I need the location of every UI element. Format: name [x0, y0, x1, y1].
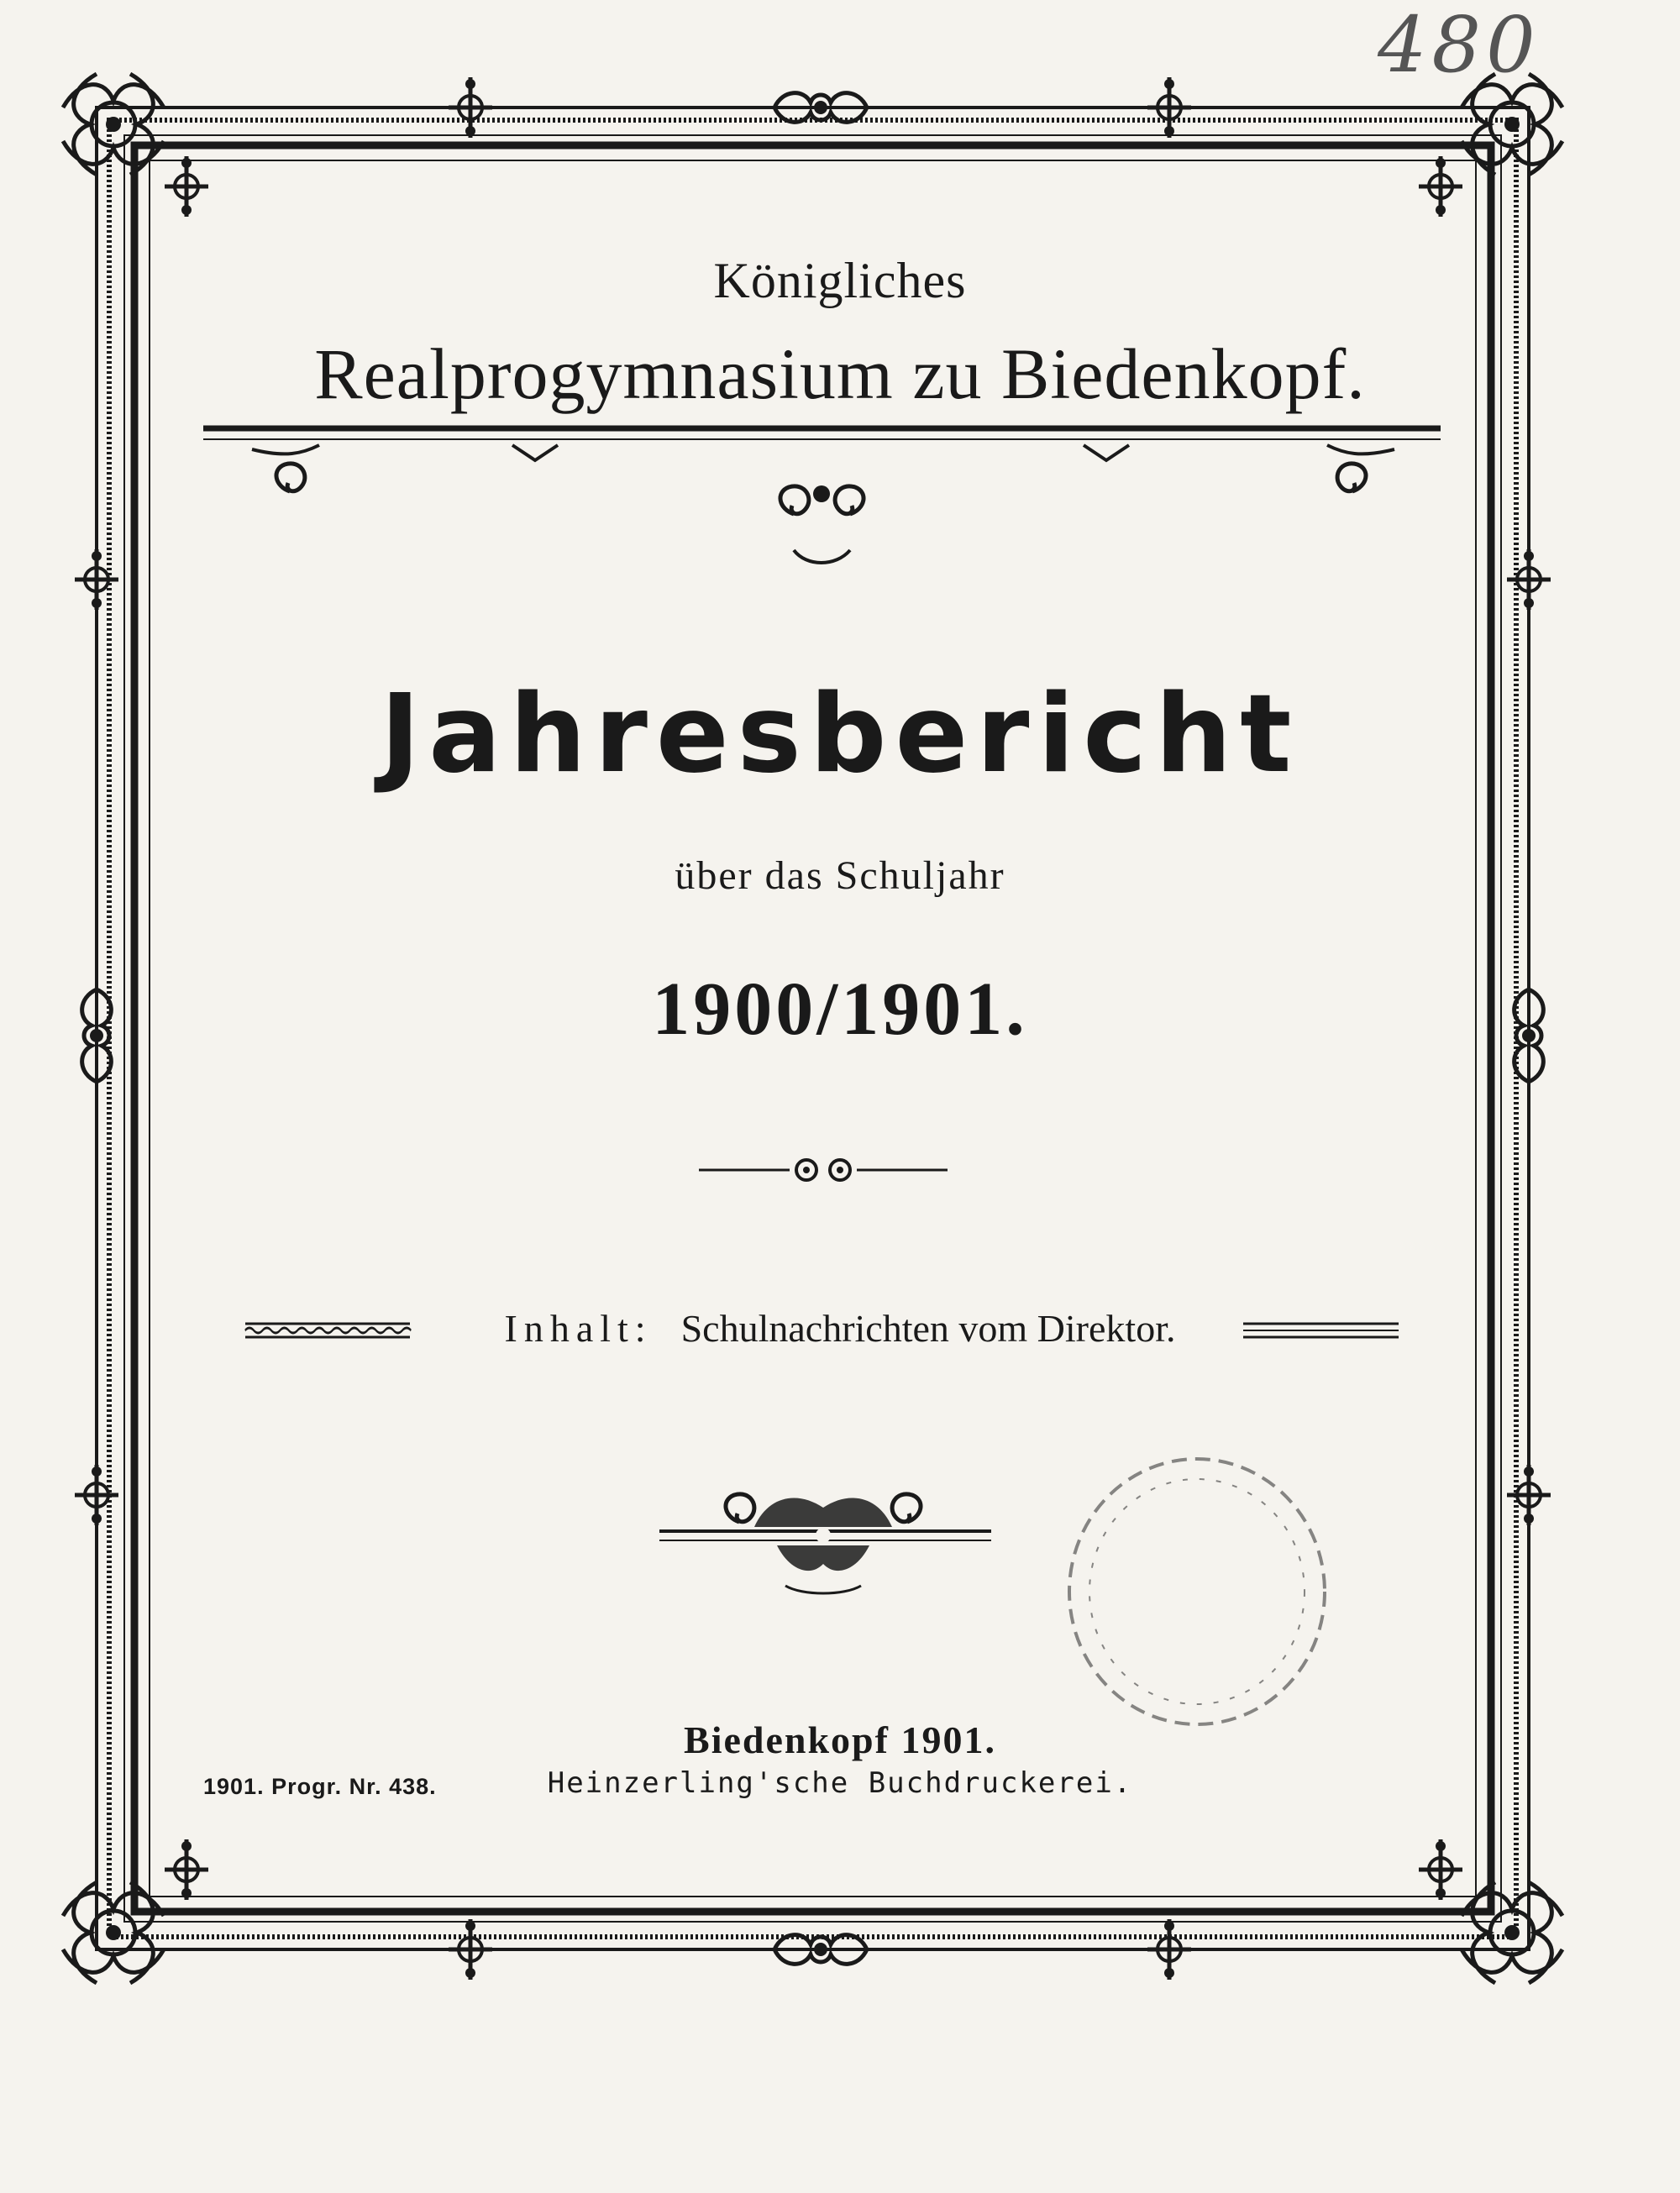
school-name: Realprogymnasium zu Biedenkopf.	[314, 333, 1366, 414]
contents-line	[0, 1306, 1680, 1351]
page-title: Jahresbericht	[380, 672, 1300, 797]
header-koeniglich: Königliches	[713, 253, 967, 308]
school-year: 1900/1901.	[652, 968, 1028, 1051]
subtitle: über das Schuljahr	[675, 853, 1005, 898]
handwritten-note: 480	[1378, 0, 1541, 90]
imprint-printer: Heinzerling'sche Buchdruckerei.	[547, 1766, 1133, 1800]
corner-ornament-icon	[63, 1882, 164, 1983]
contents-text: Schulnachrichten vom Direktor.	[680, 1307, 1176, 1350]
catalog-note: 1901. Progr. Nr. 438.	[203, 1774, 437, 1799]
imprint-place-year: Biedenkopf 1901.	[684, 1718, 996, 1761]
corner-ornament-icon	[1462, 74, 1562, 175]
contents-label: Inhalt:	[504, 1307, 653, 1350]
flourish-icon	[699, 1160, 948, 1180]
flourish-icon	[252, 445, 1394, 563]
corner-ornament-icon	[63, 74, 164, 175]
corner-ornament-icon	[1462, 1882, 1562, 1983]
library-stamp-icon	[1069, 1459, 1325, 1724]
vignette-icon	[659, 1494, 991, 1593]
